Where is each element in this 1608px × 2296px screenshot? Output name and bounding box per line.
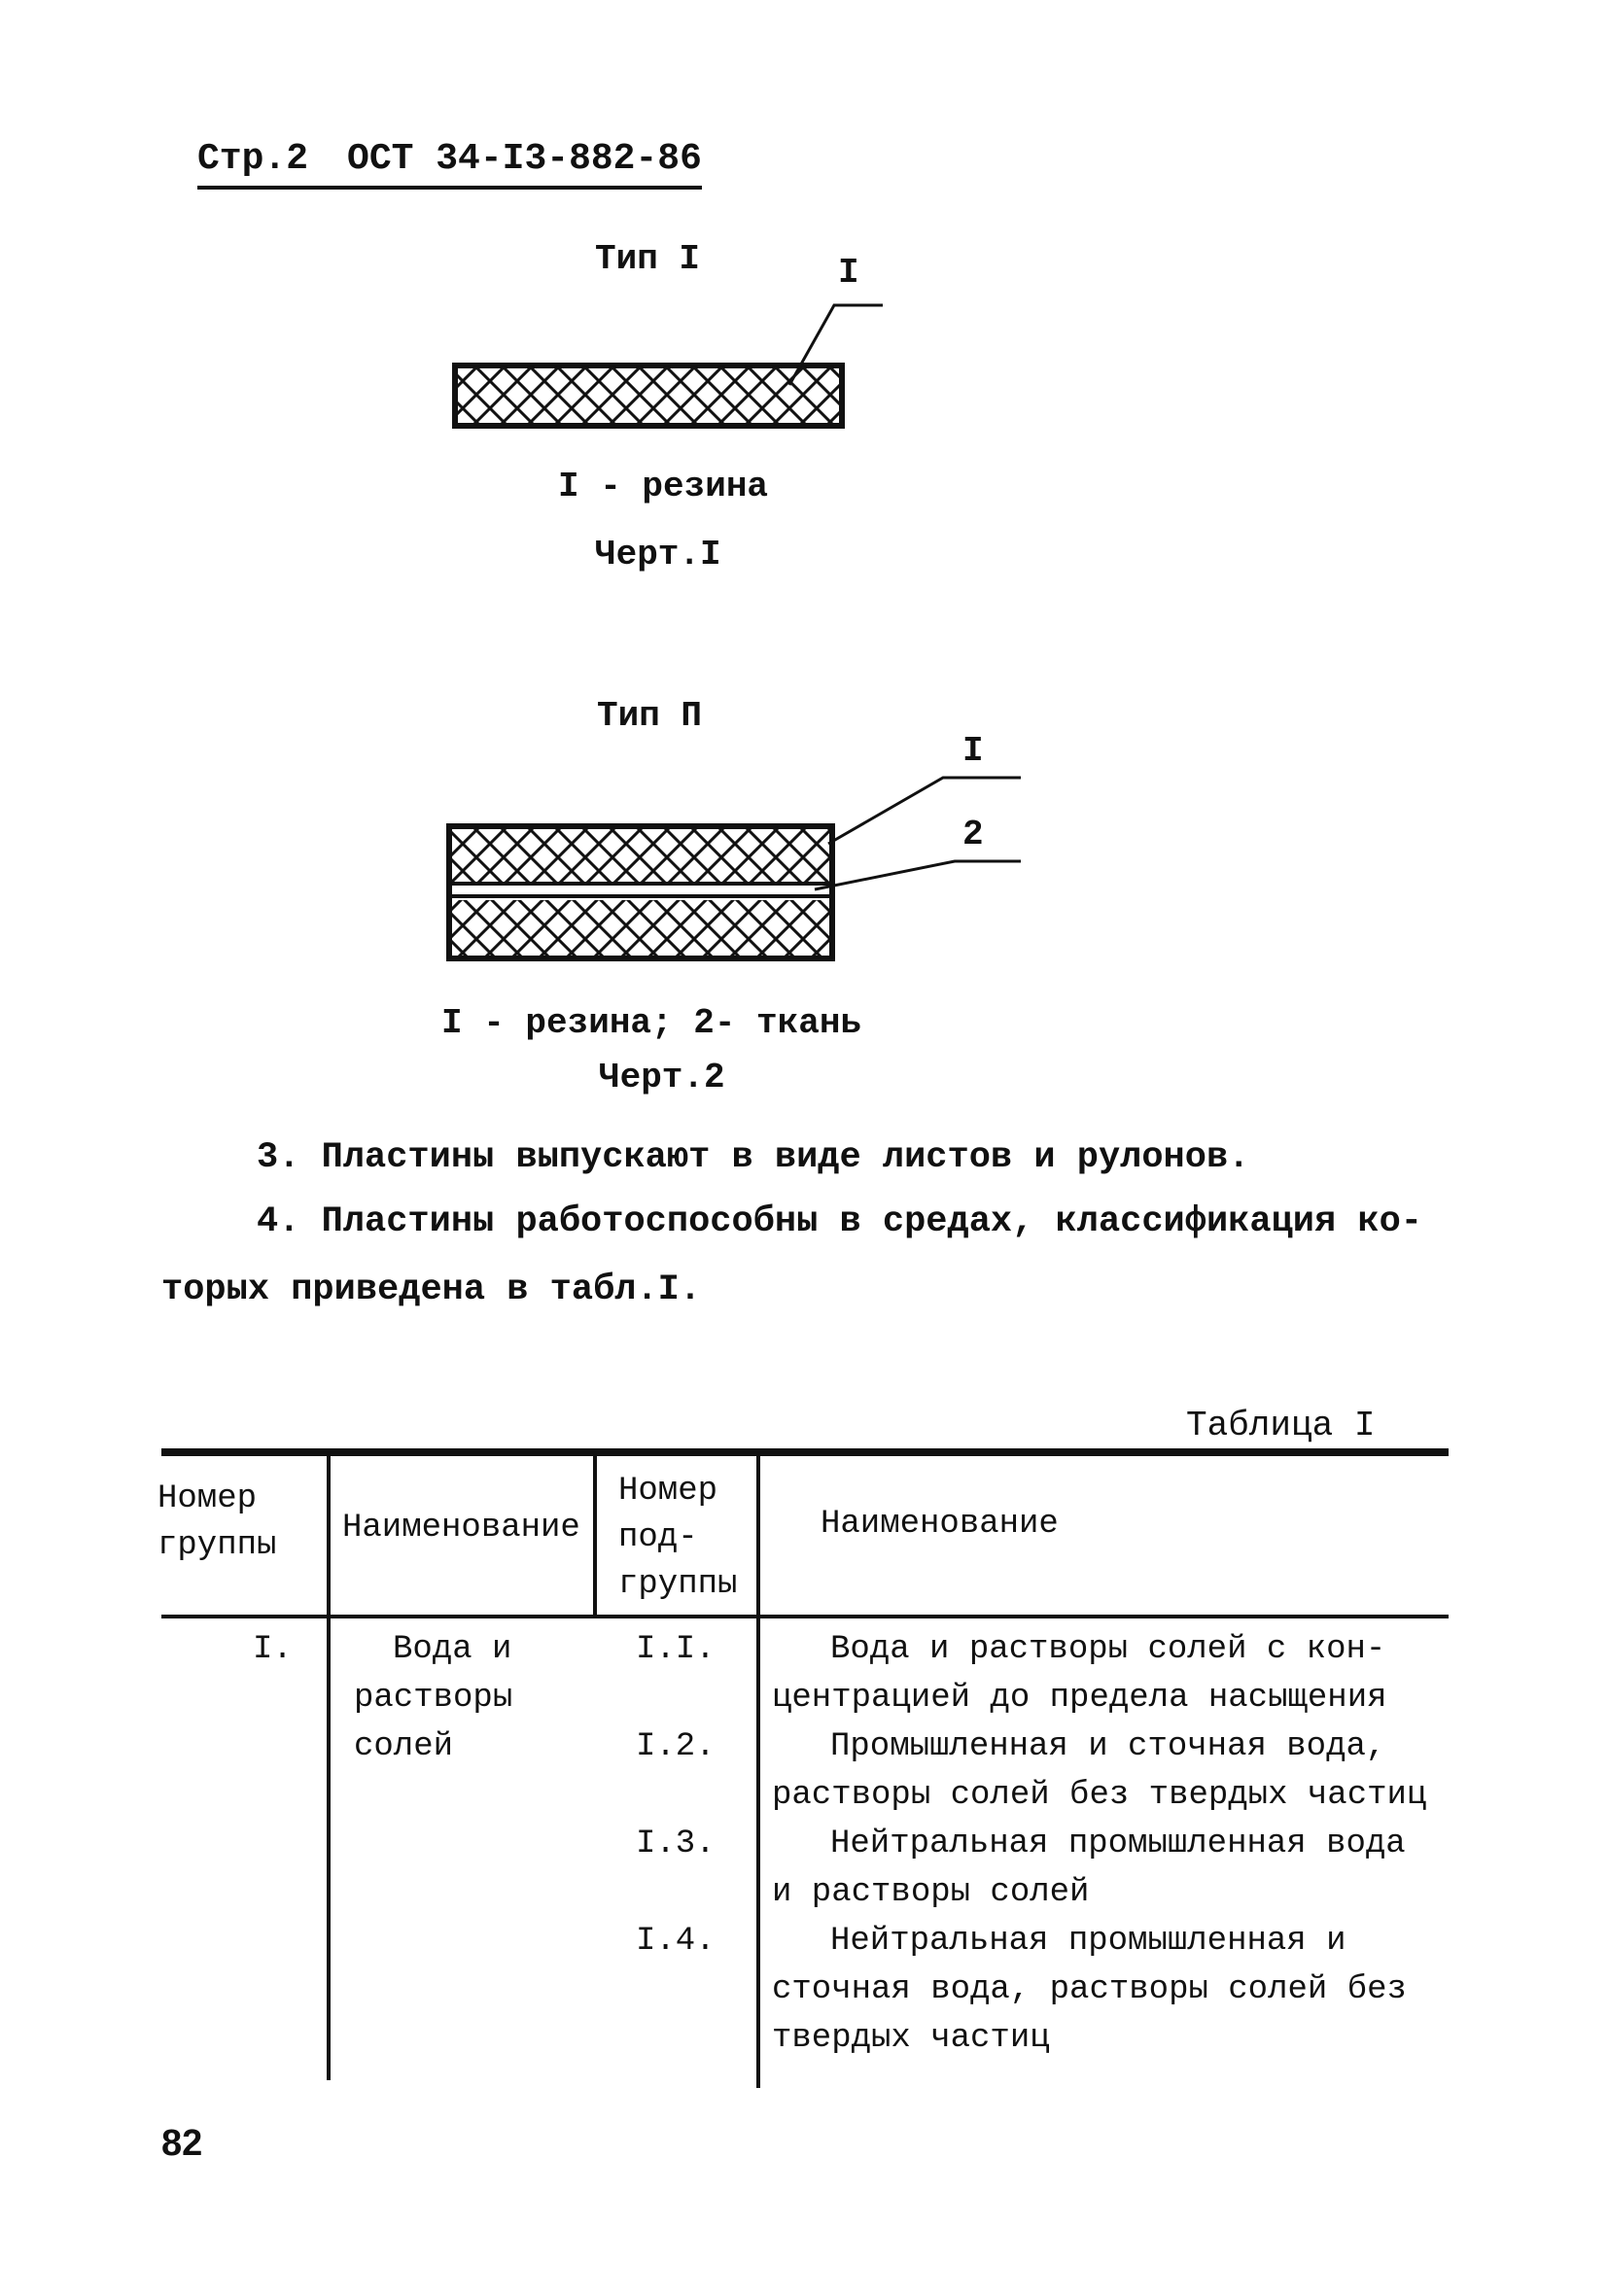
figure2-type-label: Тип П bbox=[597, 696, 703, 736]
figure2-leader-2 bbox=[815, 861, 1021, 889]
subgroup-description: Нейтральная промышленная и сточная вода, растворы солей без твердых частиц bbox=[772, 1923, 1407, 2057]
table-title: Таблица I bbox=[1186, 1406, 1376, 1445]
figure2-caption: Черт.2 bbox=[599, 1058, 725, 1097]
page-number: 82 bbox=[161, 2123, 203, 2164]
figure1-caption: Черт.I bbox=[595, 535, 721, 574]
subgroup-number: I.3. bbox=[636, 1826, 716, 1862]
paragraph-4-line-2: торых приведена в табл.I. bbox=[161, 1270, 702, 1310]
group-name: Вода и растворы солей bbox=[354, 1631, 513, 1765]
figure2-leader-1 bbox=[828, 778, 1021, 844]
page-label: Стр.2 bbox=[197, 138, 309, 180]
header-group-name: Наименование bbox=[342, 1510, 580, 1547]
figure2-callout-2: 2 bbox=[962, 815, 984, 854]
subgroup-number: I.I. bbox=[636, 1631, 716, 1668]
subgroup-number: I.4. bbox=[636, 1923, 716, 1960]
header-group-number: Номер группы bbox=[157, 1480, 277, 1564]
figure2-callout-1: I bbox=[962, 731, 984, 771]
figure1-callout-1: I bbox=[838, 253, 859, 293]
header-subgroup-name: Наименование bbox=[821, 1506, 1059, 1543]
standard-code: ОСТ 34-I3-882-86 bbox=[347, 138, 702, 180]
subgroup-description: Нейтральная промышленная вода и растворы солей bbox=[772, 1826, 1406, 1911]
paragraph-3: 3. Пластины выпускают в виде листов и рулонов. bbox=[257, 1137, 1250, 1178]
paragraph-4-line-1: 4. Пластины работоспособны в средах, классификация ко- bbox=[257, 1201, 1422, 1242]
subgroup-description: Вода и растворы солей с кон- центрацией до предела насыщения bbox=[772, 1631, 1387, 1717]
figure1-legend: I - резина bbox=[558, 467, 769, 506]
figure1-type-label: Тип I bbox=[595, 239, 701, 279]
figure2-legend: I - резина; 2- ткань bbox=[441, 1003, 862, 1043]
group-number: I. bbox=[253, 1631, 293, 1668]
subgroup-number: I.2. bbox=[636, 1728, 716, 1765]
figure1-plate bbox=[455, 365, 842, 426]
subgroup-description: Промышленная и сточная вода, растворы солей без твердых частиц bbox=[772, 1728, 1427, 1814]
figure2-plate bbox=[449, 826, 832, 958]
header-subgroup-number: Номер под- группы bbox=[618, 1473, 738, 1603]
